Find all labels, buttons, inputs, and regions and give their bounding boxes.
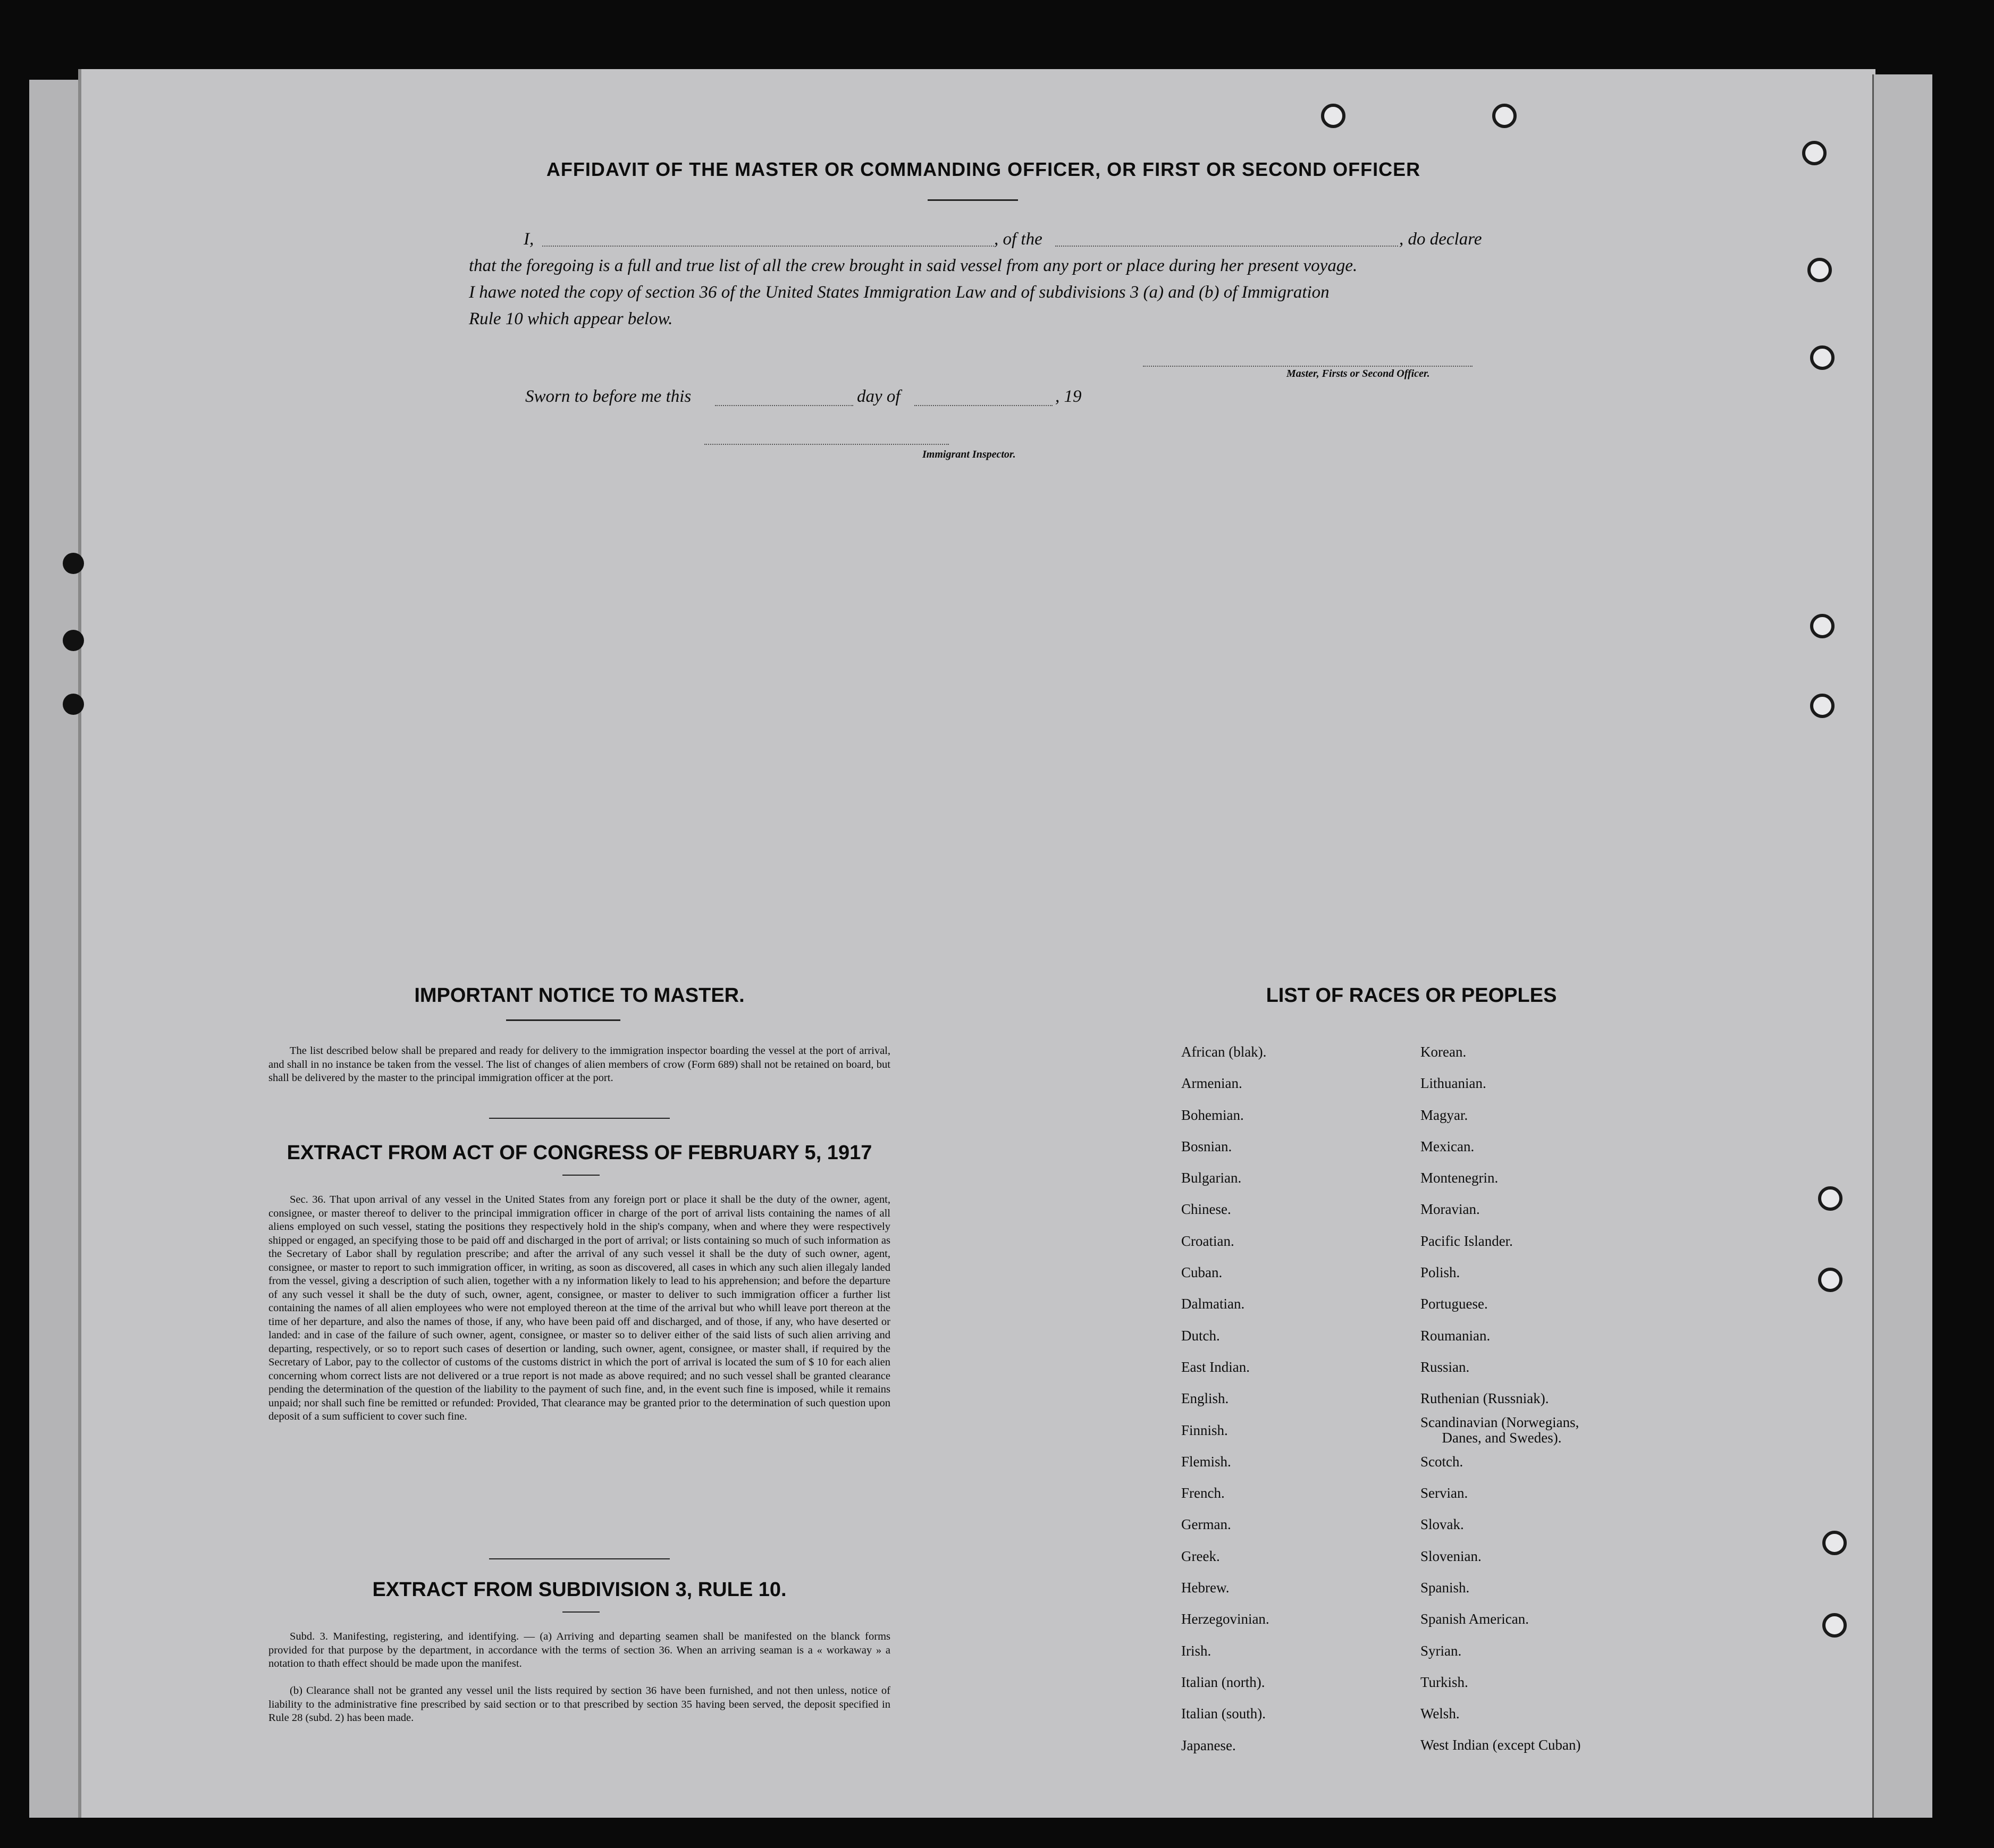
race-item: Slovak. [1420, 1516, 1464, 1533]
vessel-field[interactable] [1055, 246, 1398, 247]
sworn-day-field[interactable] [715, 405, 853, 406]
punch-hole-icon [1822, 1613, 1847, 1638]
name-field[interactable] [542, 246, 994, 247]
race-item: Italian (south). [1181, 1706, 1266, 1722]
punch-hole-icon [1818, 1268, 1842, 1292]
race-item: Montenegrin. [1420, 1170, 1499, 1186]
inspector-label: Immigrant Inspector. [922, 449, 1016, 460]
race-item: Scandinavian (Norwegians, Danes, and Swedes). [1420, 1414, 1579, 1446]
race-item: West Indian (except Cuban) [1420, 1737, 1581, 1753]
punch-hole-icon [1807, 258, 1832, 282]
race-item: Roumanian. [1420, 1327, 1491, 1344]
race-item: Bohemian. [1181, 1107, 1244, 1123]
race-item: Bosnian. [1181, 1138, 1232, 1154]
act-divider [562, 1175, 600, 1176]
race-item: Welsh. [1420, 1706, 1460, 1722]
rule-text-b: (b) Clearance shall not be granted any vessel unil the lists required by section 36 have been furnished, and not then unless, notice of liability to the administrative fine prescribed by said section or to that prescribed by section 35 having been served, the deposit specified in Rule 28 (subd. 2) has been made. [268, 1685, 890, 1724]
affidavit-line4: Rule 10 which appear below. [469, 309, 673, 328]
affidavit-line3: I hawe noted the copy of section 36 of the United States Immigration Law and of subdivisions 3 (a) and (b) of Immigration [469, 283, 1330, 302]
punch-hole-icon [1810, 614, 1835, 638]
document-page [78, 69, 1875, 1818]
signature-field[interactable] [1143, 366, 1473, 367]
race-item: Hebrew. [1181, 1580, 1230, 1596]
race-item: Japanese. [1181, 1737, 1236, 1753]
races-title: LIST OF RACES OR PEOPLES [1266, 984, 1557, 1007]
act-title: EXTRACT FROM ACT OF CONGRESS OF FEBRUARY 5, 1917 [287, 1142, 872, 1164]
notice-divider [506, 1019, 620, 1021]
race-item: Servian. [1420, 1485, 1468, 1501]
races-left-column [1181, 1036, 1269, 1761]
signature-label: Master, Firsts or Second Officer. [1286, 368, 1430, 379]
race-item: Ruthenian (Russniak). [1420, 1390, 1549, 1407]
title-divider [928, 199, 1018, 201]
race-item: Italian (north). [1181, 1674, 1265, 1690]
punch-hole-icon [1492, 104, 1517, 128]
punch-hole-icon [1822, 1531, 1847, 1555]
affidavit-do-declare: , do declare [1399, 230, 1482, 249]
race-item: Irish. [1181, 1642, 1211, 1659]
race-item: Lithuanian. [1420, 1075, 1486, 1092]
race-item: Greek. [1181, 1548, 1220, 1564]
race-item: Croatian. [1181, 1233, 1234, 1249]
notice-text: The list described below shall be prepared and ready for delivery to the immigration inspector boarding the vessel at the port of arrival, and shall in no instance be taken from the vessel. The list of changes of alien members of crow (Form 689) shall not be retained on board, but shall be delivered by the master to the principal immigration officer at the port. [268, 1045, 890, 1084]
punch-hole-icon [1818, 1186, 1842, 1211]
race-item: Polish. [1420, 1264, 1460, 1281]
sworn-year-prefix: , 19 [1055, 387, 1082, 406]
race-item: Moravian. [1420, 1201, 1480, 1218]
affidavit-i-label: I, [524, 230, 534, 249]
race-item: Portuguese. [1420, 1296, 1488, 1312]
race-item: Cuban. [1181, 1264, 1223, 1281]
rule-title: EXTRACT FROM SUBDIVISION 3, RULE 10. [372, 1579, 787, 1601]
race-item: Dalmatian. [1181, 1296, 1245, 1312]
left-binding-strip [29, 80, 78, 1818]
race-item: Herzegovinian. [1181, 1611, 1269, 1627]
race-item: Spanish American. [1420, 1611, 1529, 1627]
affidavit-title: AFFIDAVIT OF THE MASTER OR COMMANDING OFFICER, OR FIRST OR SECOND OFFICER [546, 158, 1421, 180]
notice-rule [489, 1118, 670, 1119]
sworn-day-of: day of [857, 387, 901, 406]
race-item: Chinese. [1181, 1201, 1231, 1218]
race-item: Russian. [1420, 1358, 1470, 1375]
race-item: Pacific Islander. [1420, 1233, 1513, 1249]
affidavit-of-the: , of the [994, 230, 1042, 249]
race-item: African (blak). [1181, 1044, 1267, 1060]
race-item: Flemish. [1181, 1453, 1231, 1470]
race-item: Mexican. [1420, 1138, 1475, 1154]
race-item: Finnish. [1181, 1422, 1228, 1438]
notice-title: IMPORTANT NOTICE TO MASTER. [414, 984, 745, 1007]
race-item: Bulgarian. [1181, 1170, 1242, 1186]
race-item: Magyar. [1420, 1107, 1468, 1123]
race-item: French. [1181, 1485, 1225, 1501]
punch-hole-icon [1321, 104, 1345, 128]
race-item: Armenian. [1181, 1075, 1242, 1092]
race-item: Korean. [1420, 1044, 1467, 1060]
punch-hole-icon [1802, 141, 1827, 165]
race-item: English. [1181, 1390, 1229, 1407]
race-item: Spanish. [1420, 1579, 1470, 1596]
sworn-label: Sworn to before me this [525, 387, 692, 406]
race-item: Scotch. [1420, 1453, 1463, 1470]
rule-divider [562, 1611, 600, 1613]
rule-text-a: Subd. 3. Manifesting, registering, and identifying. — (a) Arriving and departing seamen shall be manifested on the blanck forms provided for that purpose by the department, in accordance with the terms of section 36. When an arriving seaman is a « workaway » a notation to thath effect should be made upon the manifest. [268, 1631, 890, 1669]
sworn-month-field[interactable] [914, 405, 1053, 406]
race-item: German. [1181, 1516, 1231, 1533]
punch-hole-icon [1810, 694, 1835, 718]
inspector-signature-field[interactable] [704, 444, 949, 445]
race-item: East Indian. [1181, 1358, 1250, 1375]
right-binding-strip [1872, 74, 1932, 1818]
binding-hole-icon [63, 694, 84, 715]
act-rule [489, 1558, 670, 1559]
act-text: Sec. 36. That upon arrival of any vessel in the United States from any foreign port or place it shall be the duty of the owner, agent, consignee, or master thereof to deliver to the principal immigration officer in charge of the port of arrival lists containing the names of all aliens employed on such vessel, stating the positions they respectively hold in the ship's company, when and where they were respectively shipped or engaged, an specifying those to be paid off and discharged in the port of arrival; or lists containing so much of such information as the Secretary of Labor shall by regulation prescribe; and after the arrival of any such vessel it shall be the duty of such owner, agent, consignee, or master to report to such immigration officer, in writing, as soon as discovered, all cases in which any such alien illegaly landed from the vessel, giving a description of such alien, together with a ny information likely to lead to his apprehension; and before the departure of any such vessel it shall be the duty of such, owner, agent, consignee, or master to deliver to such immigration officer a further list containing the names of all alien employees who were not employed thereon at the time of the arrival but who whill leave port thereon at the time of her departure, and also the names of those, if any, who have been paid off and discharged, and of those, if any, who have deserted or landed: and in case of the failure of such owner, agent, consignee, or master so to deliver either of the said lists of such alien arriving and departing, respectively, or so to report such cases of desertion or landing, such owner, agent, consignee, or master shall, if required by the Secretary of Labor, pay to the collector of customs of the customs district in which the port of arrival is located the sum of $ 10 for each alien concerning whom correct lists are not delivered or a true report is not made as above required; and no such vessel shall be granted clearance pending the determination of the question of the liability to the payment of such fine, and, in the event such fine is imposed, while it remains unpaid; nor shall such fine be remitted or refunded: Provided, That clearance may be granted prior to the determination of such question upon deposit of a sum sufficient to cover such fine. [268, 1194, 890, 1422]
race-item: Turkish. [1420, 1674, 1468, 1690]
races-right-column [1420, 1036, 1580, 1761]
binding-hole-icon [63, 630, 84, 651]
punch-hole-icon [1810, 345, 1835, 370]
race-item: Dutch. [1181, 1327, 1220, 1344]
race-item: Slovenian. [1420, 1548, 1482, 1564]
affidavit-line2: that the foregoing is a full and true list of all the crew brought in said vessel from any port or place during her present voyage. [469, 256, 1358, 275]
race-item: Syrian. [1420, 1642, 1462, 1659]
binding-hole-icon [63, 553, 84, 574]
